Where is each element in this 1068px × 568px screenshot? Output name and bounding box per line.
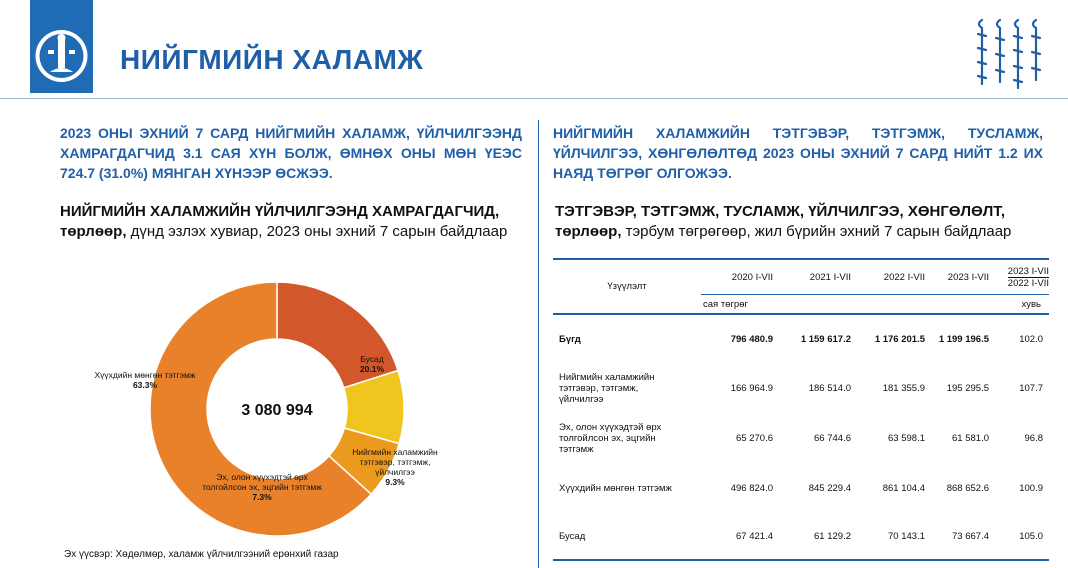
cell-value: 66 744.6	[814, 432, 851, 444]
right-headline: НИЙГМИЙН ХАЛАМЖИЙН ТЭТГЭВЭР, ТЭТГЭМЖ, ТУСЛАМЖ, ҮЙЛЧИЛГЭЭ, ХӨНГӨЛӨЛТӨД 2023 ОНЫ ЭХНИЙ 7 САРД НИЙТ 1.2 ИХ НАЯД ТӨГРӨГ ОЛГОЖЭЭ.	[553, 125, 1043, 181]
slice-percent: 7.3%	[252, 492, 272, 502]
table-row	[553, 363, 1049, 413]
slice-name: Нийгмийн халамжийн тэтгэвэр, тэтгэмж, үйлчилгээ	[352, 447, 438, 477]
left-subtitle-bold2: төрлөөр,	[60, 223, 127, 240]
budget-table	[553, 258, 1049, 561]
cell-value: 166 964.9	[730, 382, 773, 394]
slice-label	[332, 354, 412, 414]
table-row	[553, 463, 1049, 513]
table-row	[553, 513, 1049, 560]
row-label: Нийгмийн халамжийн тэтгэвэр, тэтгэмж, үйлчилгээ	[559, 371, 655, 405]
table-row	[553, 314, 1049, 363]
page-title: НИЙГМИЙН ХАЛАМЖ	[120, 44, 424, 75]
column-divider	[538, 120, 539, 568]
cell-value: 186 514.0	[808, 382, 851, 394]
left-subtitle-rest: дүнд эзлэх хувиар, 2023 оны эхний 7 сарын байдлаар	[126, 223, 508, 240]
cell-value: 181 355.9	[882, 382, 925, 394]
row-label: Эх, олон хүүхэдтэй өрх толгойлсон эх, эцгийн тэтгэмж	[559, 421, 662, 455]
column-header: 2020 I-VII	[701, 259, 773, 295]
cell-ratio: 107.7	[1019, 382, 1043, 394]
unit-percent: хувь	[989, 295, 1049, 315]
slice-name: Хүүхдийн мөнгөн тэтгэмж	[94, 370, 196, 380]
unit-amount: сая төгрөг	[701, 295, 989, 315]
column-header: 2023 I-VII	[925, 259, 989, 295]
right-subtitle-rest: тэрбум төгрөгөөр, жил бүрийн эхний 7 сарын байдлаар	[621, 223, 1012, 240]
cell-value: 195 295.5	[946, 382, 989, 394]
cell-value: 868 652.6	[946, 482, 989, 494]
row-label: Бусад	[553, 513, 701, 560]
cell-value: 73 667.4	[925, 513, 989, 560]
cell-ratio: 96.8	[1024, 432, 1043, 444]
slice-label	[202, 472, 322, 532]
slice-percent: 9.3%	[385, 477, 405, 487]
donut-chart	[0, 250, 520, 550]
ratio-bottom: 2022 I-VII	[1007, 277, 1049, 289]
right-subtitle-bold: ТЭТГЭВЭР, ТЭТГЭМЖ, ТУСЛАМЖ, ҮЙЛЧИЛГЭЭ, ХӨНГӨЛӨЛТ,	[555, 203, 1006, 220]
ratio-top: 2023 I-VII	[1007, 265, 1049, 277]
table-row	[553, 413, 1049, 463]
slice-label	[80, 370, 210, 430]
left-chart-subtitle	[60, 202, 530, 242]
cell-ratio: 100.9	[1019, 482, 1043, 494]
cell-ratio: 105.0	[989, 513, 1049, 560]
left-headline: 2023 ОНЫ ЭХНИЙ 7 САРД НИЙГМИЙН ХАЛАМЖ, ҮЙЛЧИЛГЭЭНД ХАМРАГДАГЧИД 3.1 САЯ ХҮН БОЛЖ, ӨМНӨХ ОНЫ МӨН ҮЕЭС 724.7 (31.0%) МЯНГАН ХҮНЭЭР ӨСЖЭЭ.	[60, 125, 522, 181]
ratio-header	[989, 259, 1049, 295]
column-header: 2021 I-VII	[773, 259, 851, 295]
slice-name: Бусад	[360, 354, 384, 364]
slice-label	[340, 447, 450, 507]
cell-value: 1 176 201.5	[874, 333, 925, 345]
cell-value: 845 229.4	[808, 482, 851, 494]
cell-value: 63 598.1	[888, 432, 925, 444]
cell-ratio: 102.0	[1019, 333, 1043, 345]
right-subtitle-bold2: төрлөөр,	[555, 223, 622, 240]
cell-value: 70 143.1	[851, 513, 925, 560]
cell-value: 61 581.0	[952, 432, 989, 444]
donut-center-total: 3 080 994	[241, 402, 313, 419]
row-label: Бүгд	[559, 333, 581, 345]
left-subtitle-bold: НИЙГМИЙН ХАЛАМЖИЙН ҮЙЛЧИЛГЭЭНД ХАМРАГДАГЧИД,	[60, 203, 500, 220]
cell-value: 61 129.2	[773, 513, 851, 560]
source-note: Эх үүсвэр: Хөдөлмөр, халамж үйлчилгээний ерөнхий газар	[64, 549, 339, 560]
right-table-subtitle	[555, 202, 1050, 242]
slice-percent: 20.1%	[359, 364, 385, 374]
table-header-row	[553, 259, 1049, 295]
mongolian-script-icon	[968, 14, 1058, 94]
cell-value: 1 199 196.5	[938, 333, 989, 345]
cell-value: 65 270.6	[736, 432, 773, 444]
slice-name: Эх, олон хүүхэдтэй өрх толгойлсон эх, эцгийн тэтгэмж	[202, 472, 322, 492]
emblem-icon	[30, 0, 93, 93]
header-divider	[0, 98, 1068, 99]
cell-value: 496 824.0	[730, 482, 773, 494]
column-header: 2022 I-VII	[851, 259, 925, 295]
cell-value: 861 104.4	[882, 482, 925, 494]
cell-value: 67 421.4	[701, 513, 773, 560]
cell-value: 1 159 617.2	[800, 333, 851, 345]
indicator-header: Үзүүлэлт	[553, 259, 701, 314]
row-label: Хүүхдийн мөнгөн тэтгэмж	[559, 482, 672, 494]
cell-value: 796 480.9	[730, 333, 773, 345]
slice-percent: 63.3%	[132, 380, 158, 390]
logo	[30, 0, 93, 93]
